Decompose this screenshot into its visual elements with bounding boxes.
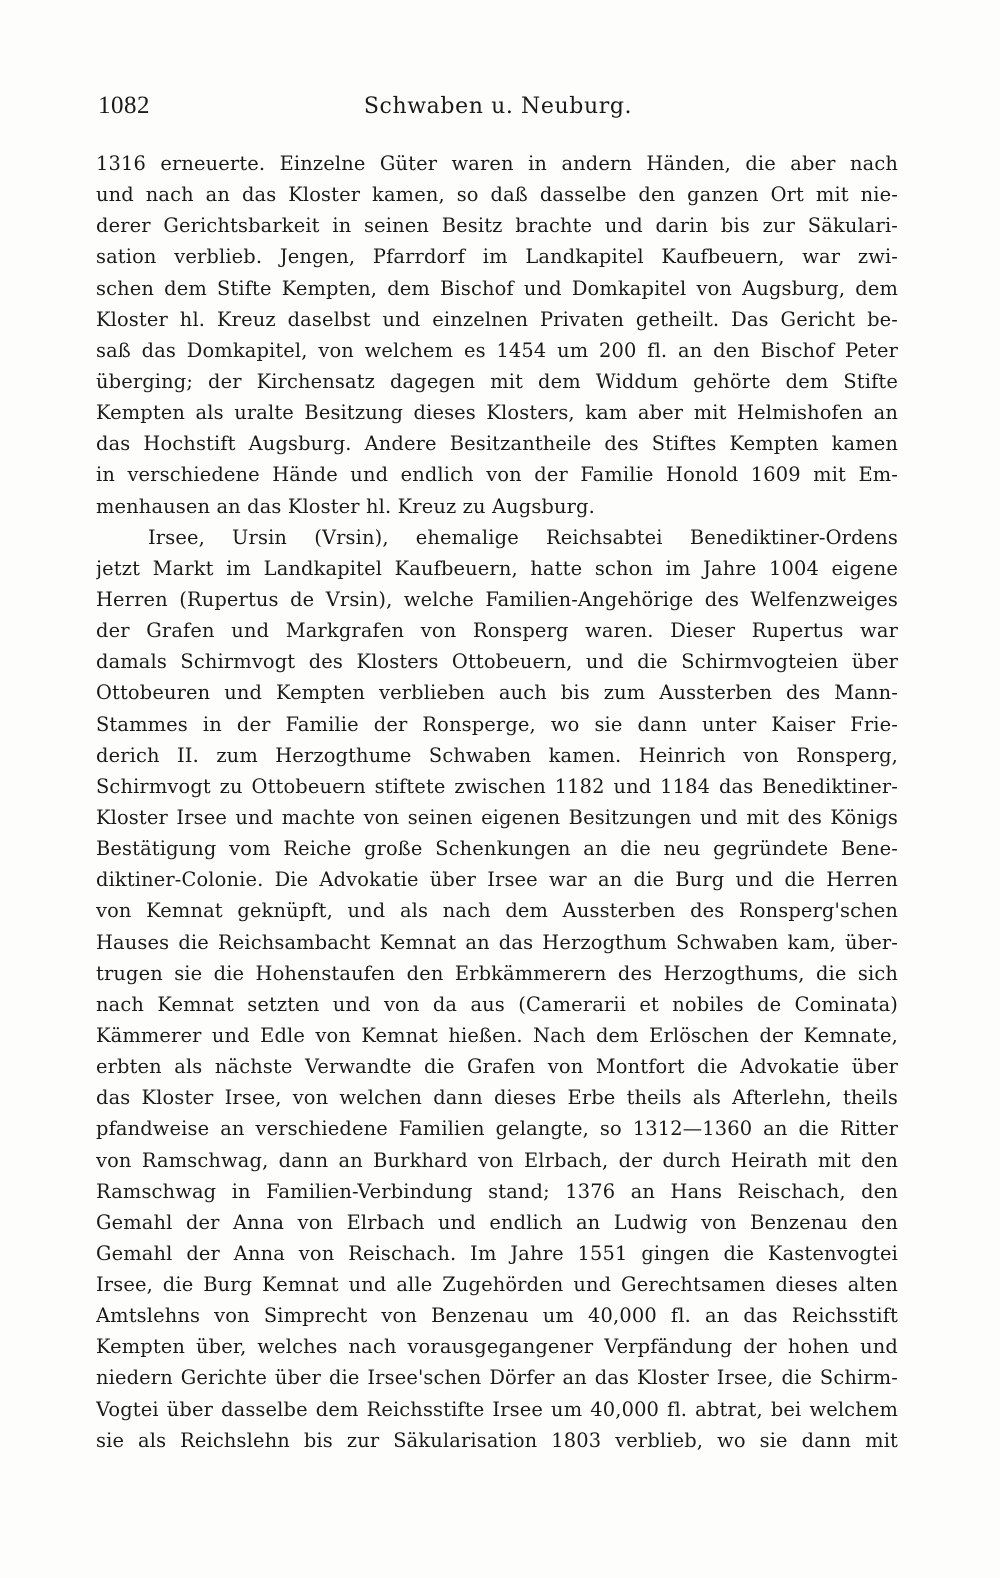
text-line: Irsee, Ursin (Vrsin), ehemalige Reichsabtei Benediktiner-Ordens — [148, 525, 898, 549]
text-line: damals Schirmvogt des Klosters Ottobeuern, und die Schirmvogteien über — [96, 650, 898, 674]
body-text — [96, 148, 898, 1456]
text-line: Vogtei über dasselbe dem Reichsstifte Irsee um 40,000 fl. abtrat, bei welchem — [96, 1397, 898, 1421]
text-line: 1316 erneuerte. Einzelne Güter waren in andern Händen, die aber nach — [96, 152, 898, 175]
text-line: der Grafen und Markgrafen von Ronsperg waren. Dieser Rupertus war — [96, 619, 898, 643]
text-line: und nach an das Kloster kamen, so daß dasselbe den ganzen Ort mit nie- — [96, 183, 898, 207]
text-line: Kempten über, welches nach vorausgegangener Verpfändung der hohen und — [96, 1335, 898, 1359]
text-line: Kempten als uralte Besitzung dieses Klosters, kam aber mit Helmishofen an — [96, 401, 898, 425]
text-line: Hauses die Reichsambacht Kemnat an das Herzogthum Schwaben kam, über- — [96, 930, 898, 954]
text-line: sie als Reichslehn bis zur Säkularisation 1803 verblieb, wo sie dann mit — [96, 1428, 898, 1452]
text-line: in verschiedene Hände und endlich von der Familie Honold 1609 mit Em- — [96, 463, 898, 487]
text-line: niedern Gerichte über die Irsee'schen Dörfer an das Kloster Irsee, die Schirm- — [96, 1366, 898, 1390]
page-number: 1082 — [98, 92, 150, 119]
text-line: Kloster Irsee und machte von seinen eigenen Besitzungen und mit des Königs — [96, 805, 898, 829]
text-line: sation verblieb. Jengen, Pfarrdorf im Landkapitel Kaufbeuern, war zwi- — [96, 245, 898, 269]
text-line: das Kloster Irsee, von welchen dann dieses Erbe theils als Afterlehn, theils — [96, 1086, 898, 1110]
text-line: Gemahl der Anna von Elrbach und endlich an Ludwig von Benzenau den — [96, 1210, 898, 1234]
text-line: schen dem Stifte Kempten, dem Bischof und Domkapitel von Augsburg, dem — [96, 276, 898, 300]
running-head: Schwaben u. Neuburg. — [363, 94, 633, 119]
text-line: von Ramschwag, dann an Burkhard von Elrbach, der durch Heirath mit den — [96, 1148, 898, 1172]
text-line: erbten als nächste Verwandte die Grafen von Montfort die Advokatie über — [96, 1055, 898, 1079]
page-header — [98, 92, 898, 128]
text-line: derich II. zum Herzogthume Schwaben kamen. Heinrich von Ronsperg, — [96, 743, 898, 767]
text-line: Gemahl der Anna von Reischach. Im Jahre 1551 gingen die Kastenvogtei — [96, 1241, 898, 1265]
text-line: pfandweise an verschiedene Familien gelangte, so 1312—1360 an die Ritter — [96, 1117, 898, 1141]
text-line: trugen sie die Hohenstaufen den Erbkämmerern des Herzogthums, die sich — [96, 961, 898, 985]
text-line: Herren (Rupertus de Vrsin), welche Familien-Angehörige des Welfenzweiges — [96, 587, 898, 611]
text-line: saß das Domkapitel, von welchem es 1454 um 200 fl. an den Bischof Peter — [96, 338, 898, 362]
text-line: derer Gerichtsbarkeit in seinen Besitz brachte und darin bis zur Säkulari- — [96, 214, 898, 238]
text-line: das Hochstift Augsburg. Andere Besitzantheile des Stiftes Kempten kamen — [96, 432, 898, 456]
text-line: Ramschwag in Familien-Verbindung stand; 1376 an Hans Reischach, den — [96, 1179, 898, 1203]
text-line: diktiner-Colonie. Die Advokatie über Irsee war an die Burg und die Herren — [96, 868, 898, 892]
text-line: Schirmvogt zu Ottobeuern stiftete zwischen 1182 und 1184 das Benediktiner- — [96, 774, 898, 798]
text-line: Kloster hl. Kreuz daselbst und einzelnen Privaten getheilt. Das Gericht be- — [96, 307, 898, 331]
text-line: überging; der Kirchensatz dagegen mit dem Widdum gehörte dem Stifte — [96, 369, 898, 393]
text-line: Stammes in der Familie der Ronsperge, wo sie dann unter Kaiser Frie- — [96, 712, 898, 736]
text-line: Ottobeuren und Kempten verblieben auch bis zum Aussterben des Mann- — [96, 681, 898, 705]
text-line: menhausen an das Kloster hl. Kreuz zu Augsburg. — [96, 494, 595, 518]
text-line: Irsee, die Burg Kemnat und alle Zugehörden und Gerechtsamen dieses alten — [96, 1273, 898, 1297]
text-line: Amtslehns von Simprecht von Benzenau um 40,000 fl. an das Reichsstift — [96, 1304, 898, 1328]
text-line: Bestätigung vom Reiche große Schenkungen an die neu gegründete Bene- — [96, 837, 898, 861]
text-line: von Kemnat geknüpft, und als nach dem Aussterben des Ronsperg'schen — [96, 899, 898, 923]
text-line: Kämmerer und Edle von Kemnat hießen. Nach dem Erlöschen der Kemnate, — [96, 1023, 898, 1047]
text-line: jetzt Markt im Landkapitel Kaufbeuern, hatte schon im Jahre 1004 eigene — [96, 556, 898, 580]
text-line: nach Kemnat setzten und von da aus (Camerarii et nobiles de Cominata) — [96, 992, 898, 1016]
